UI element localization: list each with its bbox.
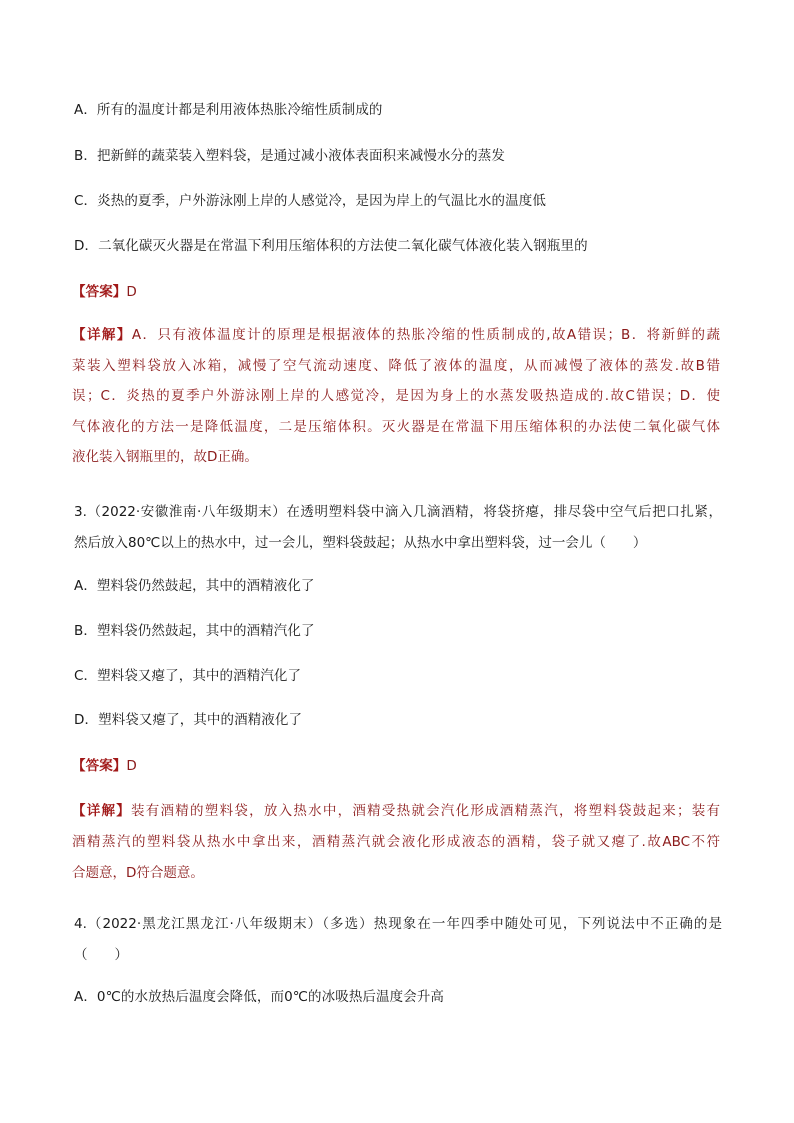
q3-answer <box>72 756 137 776</box>
detail-line: 合题意，D符合题意。 <box>72 865 204 881</box>
detail-line: 误；C．炎热的夏季户外游泳刚上岸的人感觉冷，是因为身上的水蒸发吸热造成的.故C错误；D．使 <box>72 388 720 404</box>
answer-tag: 【答案】 <box>72 284 127 300</box>
q3-stem <box>74 497 722 559</box>
q3-detail <box>72 796 720 889</box>
detail-line: 菜装入塑料袋放入冰箱，减慢了空气流动速度、降低了液体的温度，从而减慢了液体的蒸发.故B错 <box>72 357 720 374</box>
detail-line: 气体液化的方法一是降低温度，二是压缩体积。灭火器是在常温下用压缩体积的办法使二氧化碳气体 <box>72 418 720 435</box>
detail-line: 液化装入钢瓶里的，故D正确。 <box>72 449 258 465</box>
detail-line: 【详解】装有酒精的塑料袋，放入热水中，酒精受热就会汽化形成酒精蒸汽，将塑料袋鼓起来；装有 <box>72 803 721 819</box>
stem-line: （ ） <box>74 947 128 963</box>
q2-option-c: C．炎热的夏季，户外游泳刚上岸的人感觉冷，是因为岸上的气温比水的温度低 <box>74 193 546 209</box>
detail-tag: 【详解】 <box>72 803 132 819</box>
q2-option-a: A．所有的温度计都是利用液体热胀冷缩性质制成的 <box>74 102 383 118</box>
stem-line: 3.（2022·安徽淮南·八年级期末）在透明塑料袋中滴入几滴酒精，将袋挤瘪，排尽袋中空气后把口扎紧， <box>74 504 722 520</box>
detail-tag: 【详解】 <box>72 327 132 343</box>
stem-line: 然后放入80℃以上的热水中，过一会儿，塑料袋鼓起；从热水中拿出塑料袋，过一会儿（ ） <box>74 535 647 551</box>
answer-value: D <box>126 284 137 300</box>
q3-option-c: C．塑料袋又瘪了，其中的酒精汽化了 <box>74 668 302 684</box>
q2-answer <box>72 282 137 302</box>
detail-line: 【详解】A．只有液体温度计的原理是根据液体的热胀冷缩的性质制成的,故A错误；B．将新鲜的蔬 <box>72 327 720 343</box>
q2-option-d: D．二氧化碳灭火器是在常温下利用压缩体积的方法使二氧化碳气体液化装入钢瓶里的 <box>74 238 588 254</box>
q2-option-b: B．把新鲜的蔬菜装入塑料袋，是通过减小液体表面积来减慢水分的蒸发 <box>74 148 505 164</box>
detail-line: 酒精蒸汽的塑料袋从热水中拿出来，酒精蒸汽就会液化形成液态的酒精，袋子就又瘪了.故ABC不符 <box>72 834 720 850</box>
q2-detail <box>72 320 720 473</box>
q3-option-d: D．塑料袋又瘪了，其中的酒精液化了 <box>74 712 303 728</box>
answer-value: D <box>126 758 137 774</box>
q3-option-a: A．塑料袋仍然鼓起，其中的酒精液化了 <box>74 578 315 594</box>
stem-line: 4.（2022·黑龙江黑龙江·八年级期末）（多选）热现象在一年四季中随处可见，下列说法中不正确的是 <box>74 916 722 932</box>
q3-option-b: B．塑料袋仍然鼓起，其中的酒精汽化了 <box>74 623 315 639</box>
q4-stem <box>74 909 722 971</box>
q4-option-a: A．0℃的水放热后温度会降低，而0℃的冰吸热后温度会升高 <box>74 989 445 1005</box>
answer-tag: 【答案】 <box>72 758 127 774</box>
